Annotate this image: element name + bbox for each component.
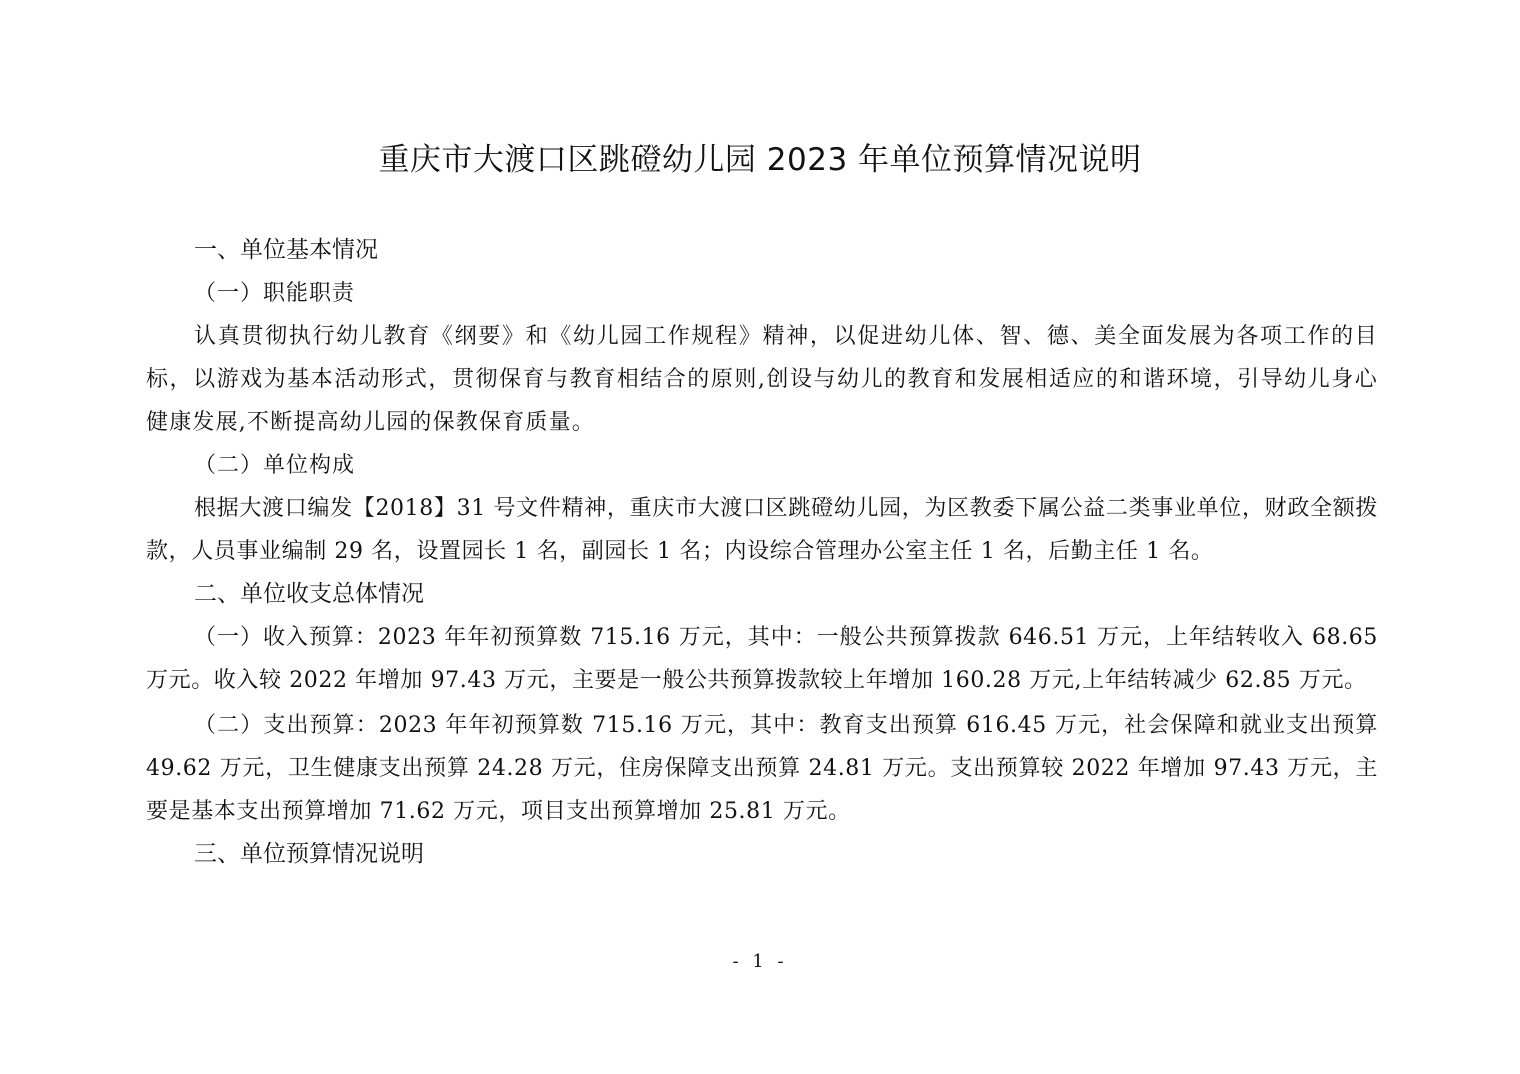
document-body [146, 229, 1378, 876]
income-budget-paragraph: （一）收入预算：2023 年年初预算数 715.16 万元，其中：一般公共预算拨款 646.51 万元，上年结转收入 68.65 万元。收入较 2022 年增加 97.43 万元，主要是一般公共预算拨款较上年增加 160.28 万元,上年结转减少 62.85 万元。 [146, 625, 1378, 693]
section-1-2-heading: （二）单位构成 [194, 453, 356, 478]
section-1-1-paragraph: 认真贯彻执行幼儿教育《纲要》和《幼儿园工作规程》精神，以促进幼儿体、智、德、美全面发展为各项工作的目标，以游戏为基本活动形式，贯彻保育与教育相结合的原则,创设与幼儿的教育和发展相适应的和谐环境，引导幼儿身心健康发展,不断提高幼儿园的保教保育质量。 [146, 324, 1378, 435]
expense-budget-paragraph: （二）支出预算：2023 年年初预算数 715.16 万元，其中：教育支出预算 616.45 万元，社会保障和就业支出预算 49.62 万元，卫生健康支出预算 24.28 万元，住房保障支出预算 24.81 万元。支出预算较 2022 年增加 97.43 万元，主要是基本支出预算增加 71.62 万元，项目支出预算增加 25.81 万元。 [146, 713, 1378, 824]
section-1-1-heading: （一）职能职责 [194, 281, 356, 306]
section-2-heading: 二、单位收支总体情况 [194, 581, 424, 607]
page-number: - 1 - [732, 951, 788, 972]
section-3-heading: 三、单位预算情况说明 [194, 841, 424, 867]
document-title: 重庆市大渡口区跳磴幼儿园 2023 年单位预算情况说明 [378, 142, 1142, 178]
section-1-heading: 一、单位基本情况 [194, 237, 378, 263]
section-1-2-paragraph: 根据大渡口编发【2018】31 号文件精神，重庆市大渡口区跳磴幼儿园，为区教委下属公益二类事业单位，财政全额拨款，人员事业编制 29 名，设置园长 1 名，副园长 1 名；内设综合管理办公室主任 1 名，后勤主任 1 名。 [146, 496, 1378, 564]
